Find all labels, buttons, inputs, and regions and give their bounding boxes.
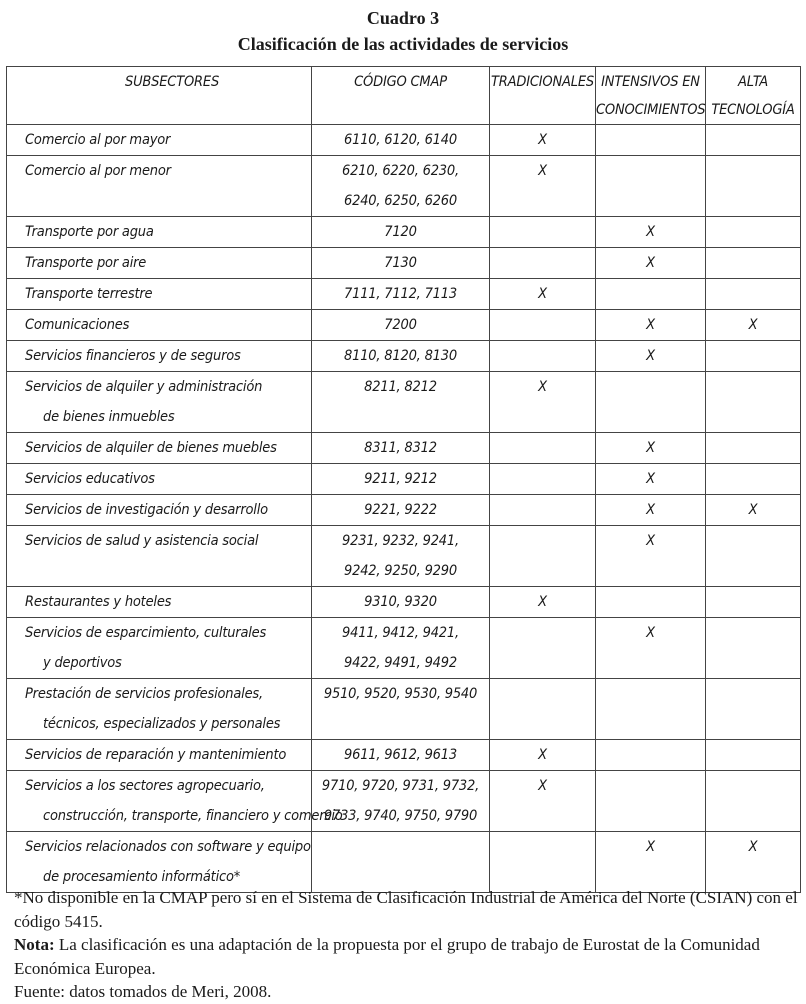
codigo-cell (312, 740, 490, 771)
subsector-line: técnicos, especializados y personales (43, 716, 281, 732)
intensivos-mark: X (596, 618, 706, 679)
codigo-cell (312, 832, 490, 893)
subsector-cell (7, 125, 312, 156)
tradicionales-mark: X (490, 125, 596, 156)
table-row (7, 587, 801, 618)
subsector-line: Servicios de salud y asistencia social (25, 533, 259, 549)
table-row (7, 279, 801, 310)
codigo-line: 7111, 7112, 7113 (344, 286, 457, 302)
subsector-cell (7, 771, 343, 832)
tradicionales-mark (490, 526, 596, 587)
codigo-line: 9710, 9720, 9731, 9732, (321, 778, 480, 794)
subsector-line: Restaurantes y hoteles (25, 594, 172, 610)
codigo-cell (312, 433, 490, 464)
intensivos-mark (596, 740, 706, 771)
alta-tecnologia-mark (706, 740, 801, 771)
table-notes (14, 886, 800, 1004)
table-row (7, 618, 801, 679)
tradicionales-mark: X (490, 372, 596, 433)
table-row (7, 464, 801, 495)
subsector-cell (7, 217, 312, 248)
table-row (7, 248, 801, 279)
table-row (7, 526, 801, 587)
subsector-line: de bienes inmuebles (43, 409, 175, 425)
nota (14, 933, 800, 980)
subsector-cell (7, 587, 312, 618)
alta-tecnologia-mark: X (706, 495, 801, 526)
subsector-line: Servicios financieros y de seguros (25, 348, 241, 364)
codigo-cell (312, 279, 490, 310)
codigo-line: 9211, 9212 (364, 471, 437, 487)
table-row (7, 740, 801, 771)
header-tradicionales: TRADICIONALES (490, 67, 596, 125)
subsector-line: Transporte por aire (25, 255, 147, 271)
tradicionales-mark (490, 679, 596, 740)
alta-tecnologia-mark (706, 587, 801, 618)
alta-tecnologia-mark (706, 156, 801, 217)
codigo-line: 9242, 9250, 9290 (344, 563, 457, 579)
tradicionales-mark (490, 832, 596, 893)
table-title: Cuadro 3 (366, 8, 440, 28)
intensivos-mark (596, 587, 706, 618)
subsector-cell (7, 526, 312, 587)
codigo-line: 9231, 9232, 9241, (342, 533, 459, 549)
alta-tecnologia-mark (706, 341, 801, 372)
codigo-line: 6210, 6220, 6230, (342, 163, 459, 179)
intensivos-mark: X (596, 464, 706, 495)
intensivos-mark (596, 372, 706, 433)
codigo-cell (312, 341, 490, 372)
table-row (7, 341, 801, 372)
subsector-line: y deportivos (43, 655, 122, 671)
tradicionales-mark (490, 618, 596, 679)
codigo-cell (312, 372, 490, 433)
subsector-line: construcción, transporte, financiero y comercio (43, 808, 343, 824)
tradicionales-mark: X (490, 740, 596, 771)
subsector-cell (7, 341, 312, 372)
intensivos-mark: X (596, 248, 706, 279)
intensivos-mark (596, 279, 706, 310)
alta-tecnologia-mark (706, 464, 801, 495)
table-row (7, 156, 801, 217)
subsector-cell (7, 679, 312, 740)
tradicionales-mark (490, 495, 596, 526)
subsector-line: Comercio al por menor (25, 163, 171, 179)
header-row (7, 67, 801, 125)
intensivos-mark: X (596, 341, 706, 372)
subsector-line: de procesamiento informático* (43, 869, 241, 885)
subsector-cell (7, 740, 312, 771)
table-row (7, 433, 801, 464)
codigo-line: 6110, 6120, 6140 (344, 132, 457, 148)
header-codigo: CÓDIGO CMAP (312, 67, 490, 125)
intensivos-mark: X (596, 832, 706, 893)
subsector-cell (7, 495, 312, 526)
subsector-line: Servicios educativos (25, 471, 155, 487)
alta-tecnologia-mark (706, 372, 801, 433)
alta-tecnologia-mark (706, 618, 801, 679)
table-row (7, 310, 801, 341)
subsector-line: Servicios a los sectores agropecuario, (25, 778, 265, 794)
subsector-line: Transporte por agua (25, 224, 154, 240)
subsector-cell (7, 156, 312, 217)
intensivos-mark: X (596, 433, 706, 464)
subsector-cell (7, 618, 312, 679)
subsector-line: Comercio al por mayor (25, 132, 171, 148)
subsector-line: Prestación de servicios profesionales, (25, 686, 263, 702)
header-intensivos-line2: CONOCIMIENTOS (596, 102, 706, 118)
intensivos-mark: X (596, 217, 706, 248)
table-subtitle: Clasificación de las actividades de servicios (237, 34, 569, 54)
subsector-cell (7, 464, 312, 495)
codigo-cell (312, 495, 490, 526)
subsector-line: Servicios relacionados con software y equipo (25, 839, 311, 855)
tradicionales-mark: X (490, 156, 596, 217)
tradicionales-mark (490, 341, 596, 372)
classification-table (6, 66, 801, 893)
subsector-line: Servicios de esparcimiento, culturales (25, 625, 267, 641)
alta-tecnologia-mark (706, 771, 801, 832)
footnote: *No disponible en la CMAP pero sí en el Sistema de Clasificación Industrial de América del Norte (CSIAN) con el código 5415. (14, 888, 798, 931)
codigo-line: 7120 (384, 224, 417, 240)
intensivos-mark (596, 156, 706, 217)
intensivos-mark: X (596, 310, 706, 341)
codigo-line: 9411, 9412, 9421, (342, 625, 459, 641)
codigo-line: 9221, 9222 (364, 502, 437, 518)
tradicionales-mark (490, 464, 596, 495)
subsector-cell (7, 310, 312, 341)
subsector-line: Servicios de alquiler de bienes muebles (25, 440, 277, 456)
codigo-line: 7130 (384, 255, 417, 271)
tradicionales-mark: X (490, 587, 596, 618)
alta-tecnologia-mark: X (706, 832, 801, 893)
codigo-cell (312, 618, 490, 679)
codigo-cell (312, 217, 490, 248)
header-intensivos-line1: INTENSIVOS EN (601, 74, 700, 90)
tradicionales-mark (490, 310, 596, 341)
codigo-cell (312, 771, 490, 832)
codigo-cell (312, 464, 490, 495)
codigo-line: 8110, 8120, 8130 (344, 348, 457, 364)
fuente: Fuente: datos tomados de Meri, 2008. (14, 982, 272, 1001)
codigo-cell (312, 125, 490, 156)
header-subsectores: SUBSECTORES (7, 67, 312, 125)
codigo-line: 6240, 6250, 6260 (344, 193, 457, 209)
codigo-cell (312, 679, 490, 740)
header-alta-tecnologia (706, 67, 801, 125)
intensivos-mark: X (596, 495, 706, 526)
alta-tecnologia-mark (706, 433, 801, 464)
codigo-line: 9611, 9612, 9613 (344, 747, 457, 763)
alta-tecnologia-mark: X (706, 310, 801, 341)
nota-label: Nota: (14, 935, 55, 954)
intensivos-mark: X (596, 526, 706, 587)
subsector-cell (7, 279, 312, 310)
nota-text: La clasificación es una adaptación de la propuesta por el grupo de trabajo de Eurostat de la Comunidad Económica Europea. (14, 935, 760, 978)
codigo-line: 9733, 9740, 9750, 9790 (323, 808, 478, 824)
codigo-cell (312, 156, 490, 217)
alta-tecnologia-mark (706, 217, 801, 248)
tradicionales-mark: X (490, 279, 596, 310)
codigo-line: 8311, 8312 (364, 440, 437, 456)
table-row (7, 372, 801, 433)
intensivos-mark (596, 125, 706, 156)
subsector-cell (7, 248, 312, 279)
subsector-cell (7, 832, 312, 893)
table-row (7, 217, 801, 248)
header-alta-line1: ALTA (738, 74, 768, 90)
subsector-line: Servicios de alquiler y administración (25, 379, 263, 395)
codigo-line: 8211, 8212 (364, 379, 437, 395)
subsector-line: Servicios de investigación y desarrollo (25, 502, 268, 518)
header-intensivos (596, 67, 706, 125)
table-row (7, 832, 801, 893)
codigo-cell (312, 587, 490, 618)
alta-tecnologia-mark (706, 248, 801, 279)
subsector-line: Comunicaciones (25, 317, 130, 333)
table-row (7, 495, 801, 526)
codigo-cell (312, 526, 490, 587)
tradicionales-mark (490, 248, 596, 279)
tradicionales-mark (490, 433, 596, 464)
tradicionales-mark: X (490, 771, 596, 832)
table-row (7, 771, 801, 832)
intensivos-mark (596, 679, 706, 740)
codigo-cell (312, 248, 490, 279)
codigo-line: 9510, 9520, 9530, 9540 (323, 686, 478, 702)
codigo-cell (312, 310, 490, 341)
codigo-line: 9310, 9320 (364, 594, 437, 610)
subsector-line: Transporte terrestre (25, 286, 153, 302)
alta-tecnologia-mark (706, 279, 801, 310)
table-row (7, 125, 801, 156)
header-alta-line2: TECNOLOGÍA (711, 102, 795, 118)
subsector-cell (7, 372, 312, 433)
table-row (7, 679, 801, 740)
tradicionales-mark (490, 217, 596, 248)
alta-tecnologia-mark (706, 125, 801, 156)
subsector-cell (7, 433, 312, 464)
codigo-line: 9422, 9491, 9492 (344, 655, 457, 671)
codigo-line: 7200 (384, 317, 417, 333)
alta-tecnologia-mark (706, 526, 801, 587)
intensivos-mark (596, 771, 706, 832)
alta-tecnologia-mark (706, 679, 801, 740)
subsector-line: Servicios de reparación y mantenimiento (25, 747, 287, 763)
